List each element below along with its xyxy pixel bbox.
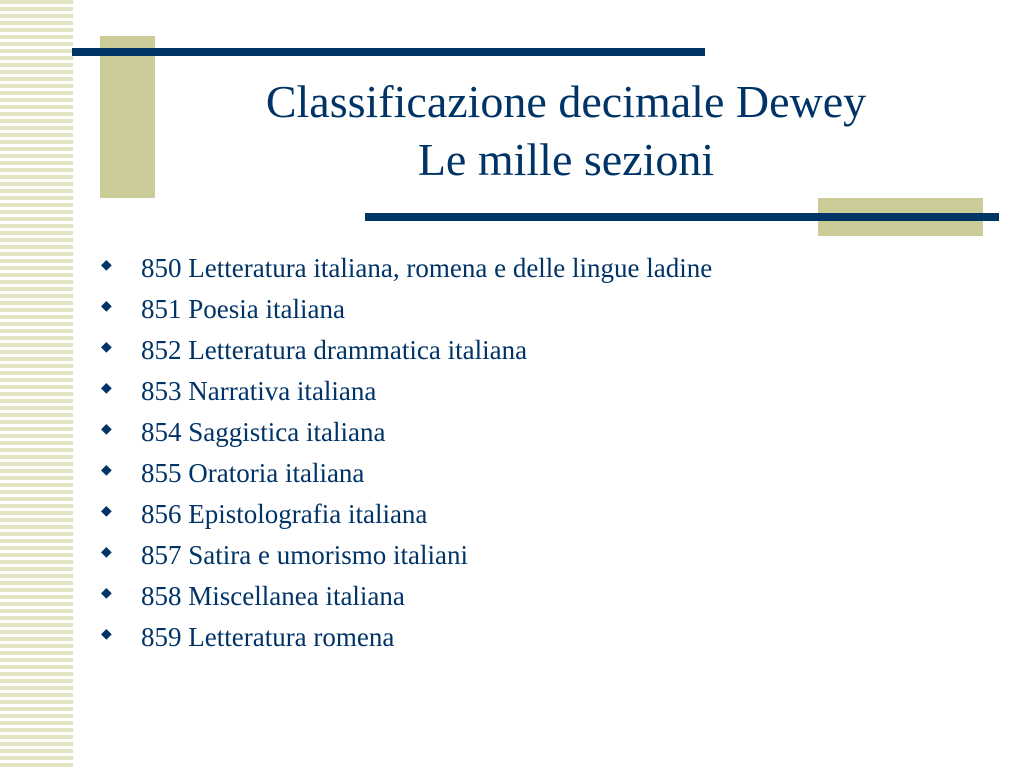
list-item-text: 857 Satira e umorismo italiani bbox=[141, 540, 468, 570]
list-item bbox=[101, 248, 712, 289]
list-item-text: 854 Saggistica italiana bbox=[141, 417, 386, 447]
list-item bbox=[101, 453, 712, 494]
list-item-text: 851 Poesia italiana bbox=[141, 294, 345, 324]
diamond-bullet-icon: ◆ bbox=[101, 340, 112, 355]
list-item bbox=[101, 535, 712, 576]
title-rule-bottom bbox=[365, 213, 999, 221]
list-item-text: 856 Epistolografia italiana bbox=[141, 499, 428, 529]
diamond-bullet-icon: ◆ bbox=[101, 422, 112, 437]
list-item bbox=[101, 412, 712, 453]
diamond-bullet-icon: ◆ bbox=[101, 381, 112, 396]
slide-subtitle: Le mille sezioni bbox=[417, 134, 715, 185]
list-item-text: 850 Letteratura italiana, romena e delle lingue ladine bbox=[141, 253, 713, 283]
list-item-text: 858 Miscellanea italiana bbox=[141, 581, 405, 611]
diamond-bullet-icon: ◆ bbox=[101, 504, 112, 519]
list-item bbox=[101, 494, 712, 535]
title-rule-top bbox=[72, 48, 705, 56]
decorative-stripes bbox=[0, 0, 73, 768]
list-item bbox=[101, 330, 712, 371]
diamond-bullet-icon: ◆ bbox=[101, 463, 112, 478]
list-item bbox=[101, 617, 712, 658]
diamond-bullet-icon: ◆ bbox=[101, 258, 112, 273]
diamond-bullet-icon: ◆ bbox=[101, 545, 112, 560]
list-item bbox=[101, 289, 712, 330]
list-item bbox=[101, 576, 712, 617]
list-item-text: 855 Oratoria italiana bbox=[141, 458, 365, 488]
diamond-bullet-icon: ◆ bbox=[101, 627, 112, 642]
diamond-bullet-icon: ◆ bbox=[101, 586, 112, 601]
slide-title: Classificazione decimale Dewey bbox=[265, 76, 867, 127]
list-item-text: 859 Letteratura romena bbox=[141, 622, 395, 652]
diamond-bullet-icon: ◆ bbox=[101, 299, 112, 314]
list-item-text: 852 Letteratura drammatica italiana bbox=[141, 335, 528, 365]
list-item bbox=[101, 371, 712, 412]
list-item-text: 853 Narrativa italiana bbox=[141, 376, 377, 406]
bullet-list bbox=[101, 248, 712, 658]
